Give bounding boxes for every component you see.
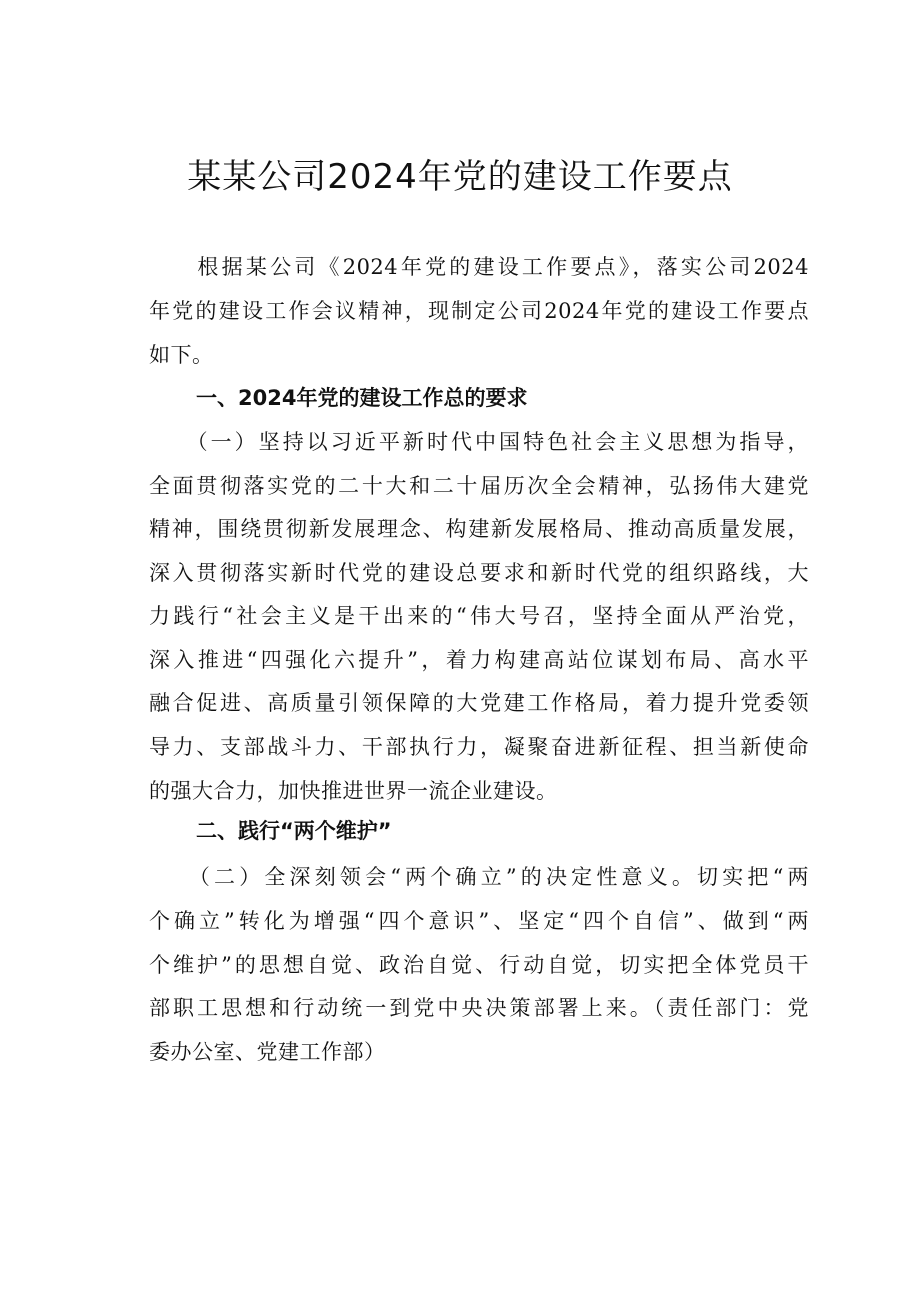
section1-line-7: 融合促进、高质量引领保障的大党建工作格局，着力提升党委领 <box>149 691 809 715</box>
document-title: 某某公司2024年党的建设工作要点 <box>187 157 733 197</box>
section2-heading: 二、践行“两个维护” <box>196 819 392 843</box>
intro-line-1: 根据某公司《2024年党的建设工作要点》，落实公司2024 <box>149 255 809 279</box>
section2-line-2: 个确立”转化为增强“四个意识”、坚定“四个自信”、做到“两 <box>149 909 809 933</box>
section1-line-2: 全面贯彻落实党的二十大和二十届历次全会精神，弘扬伟大建党 <box>149 474 809 498</box>
section1-heading: 一、2024年党的建设工作总的要求 <box>196 386 528 410</box>
section2-line-4: 部职工思想和行动统一到党中央决策部署上来。（责任部门：党 <box>149 996 809 1020</box>
intro-line-3: 如下。 <box>149 343 214 367</box>
section1-line-3: 精神，围绕贯彻新发展理念、构建新发展格局、推动高质量发展， <box>149 517 809 541</box>
section1-line-6: 深入推进“四强化六提升”，着力构建高站位谋划布局、高水平 <box>149 648 809 672</box>
section1-line-9: 的强大合力，加快推进世界一流企业建设。 <box>149 779 558 803</box>
section1-line-4: 深入贯彻落实新时代党的建设总要求和新时代党的组织路线，大 <box>149 561 809 585</box>
section2-line-3: 个维护”的思想自觉、政治自觉、行动自觉，切实把全体党员干 <box>149 953 809 977</box>
section1-line-5: 力践行“社会主义是干出来的“伟大号召，坚持全面从严治党， <box>149 604 809 628</box>
section1-line-8: 导力、支部战斗力、干部执行力，凝聚奋进新征程、担当新使命 <box>149 735 809 759</box>
intro-line-2: 年党的建设工作会议精神，现制定公司2024年党的建设工作要点 <box>149 299 809 323</box>
section1-line-1: （一）坚持以习近平新时代中国特色社会主义思想为指导， <box>149 430 809 454</box>
section2-line-1: （二）全深刻领会“两个确立”的决定性意义。切实把“两 <box>149 865 809 889</box>
section2-line-5: 委办公室、党建工作部） <box>149 1040 386 1064</box>
